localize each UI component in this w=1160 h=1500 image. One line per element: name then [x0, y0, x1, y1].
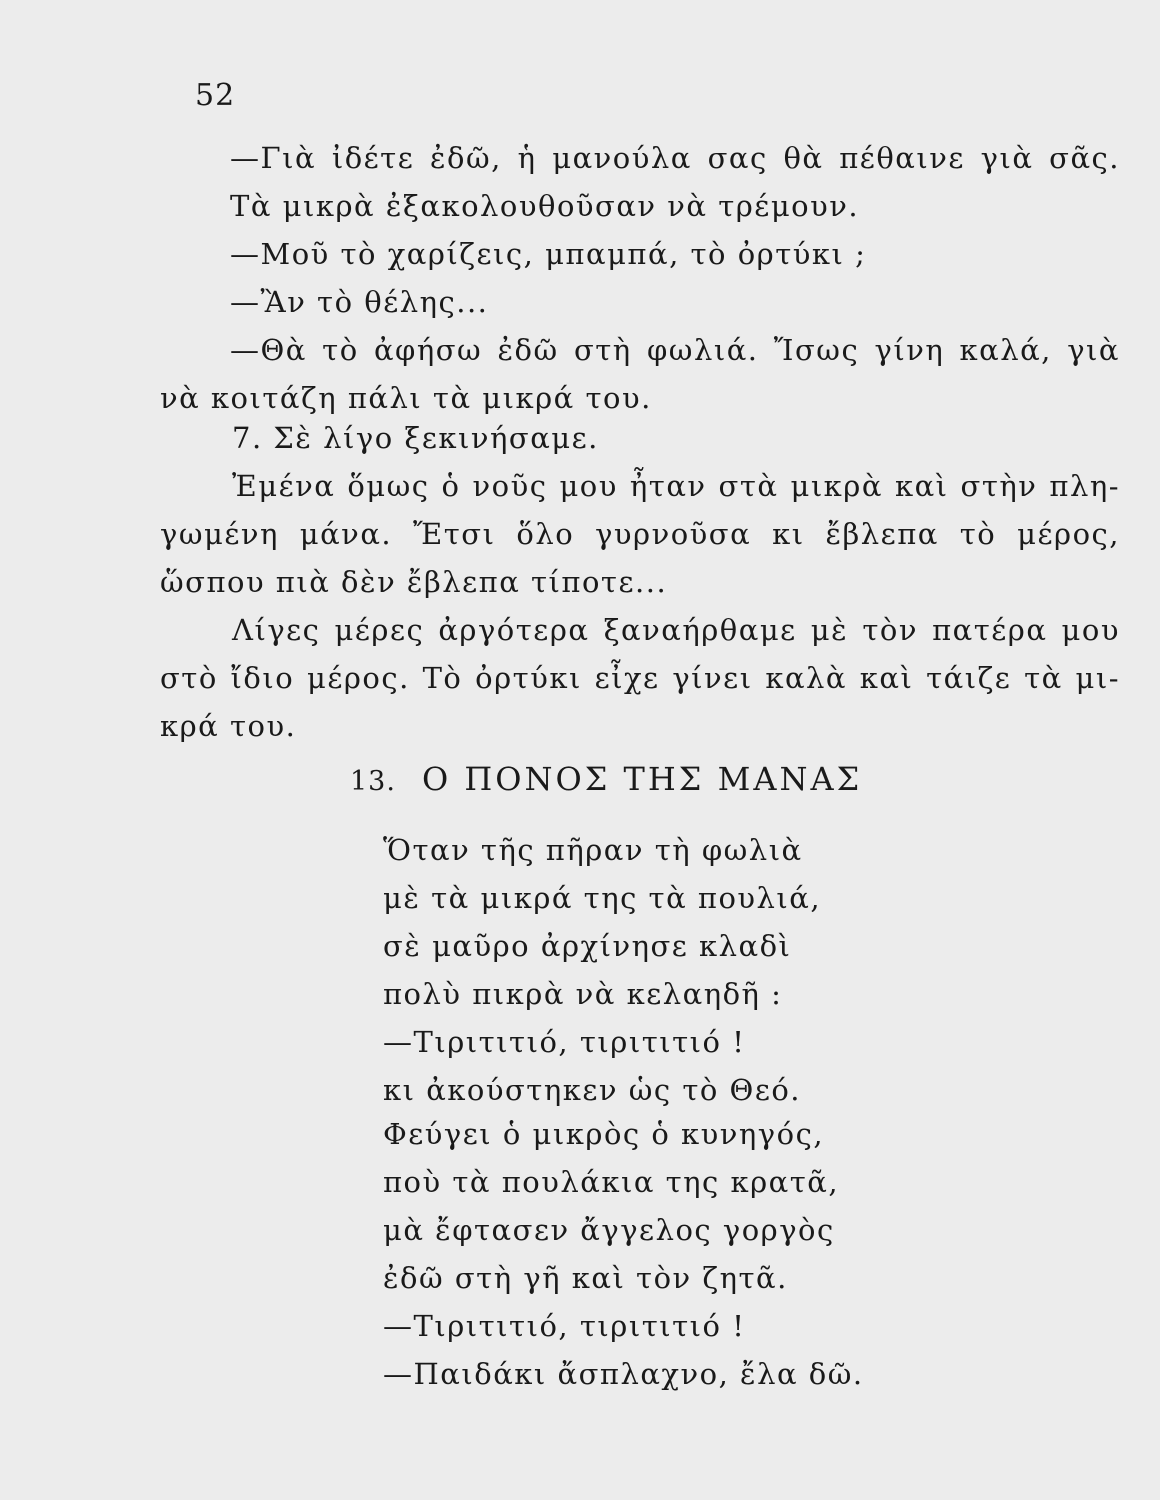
- prose-line: γωμένη μάνα. Ἔτσι ὅλο γυρνοῦσα κι ἔβλεπα τὸ μέρος,: [160, 517, 1120, 551]
- prose-line: Λίγες μέρες ἀργότερα ξαναήρθαμε μὲ τὸν πατέρα μου: [232, 613, 1120, 647]
- chapter-title: Ο ΠΟΝΟΣ ΤΗΣ ΜΑΝΑΣ: [421, 760, 863, 798]
- prose-line: κρά του.: [160, 709, 297, 743]
- prose-line: νὰ κοιτάζη πάλι τὰ μικρά του.: [160, 381, 652, 415]
- poem-line: σὲ μαῦρο ἀρχίνησε κλαδὶ: [383, 929, 792, 963]
- poem-stanza-1: [383, 826, 821, 1114]
- poem-line: πολὺ πικρὰ νὰ κελαηδῆ :: [383, 977, 783, 1011]
- prose-block-1: [160, 134, 1120, 422]
- prose-block-2: [160, 414, 1120, 750]
- prose-line: —Ἂν τὸ θέλης...: [230, 285, 489, 319]
- poem-line: —Τιριτιτιό, τιριτιτιό !: [383, 1025, 746, 1059]
- prose-line: στὸ ἴδιο μέρος. Τὸ ὀρτύκι εἶχε γίνει καλὰ καὶ τάιζε τὰ μι-: [160, 661, 1120, 695]
- poem-line: Φεύγει ὁ μικρὸς ὁ κυνηγός,: [383, 1117, 825, 1151]
- poem-line: ἐδῶ στὴ γῆ καὶ τὸν ζητᾶ.: [383, 1261, 788, 1295]
- prose-line: —Μοῦ τὸ χαρίζεις, μπαμπά, τὸ ὀρτύκι ;: [230, 237, 867, 271]
- poem-line: μὲ τὰ μικρά της τὰ πουλιά,: [383, 881, 822, 915]
- poem-line: —Τιριτιτιό, τιριτιτιό !: [383, 1309, 746, 1343]
- chapter-heading: [350, 760, 862, 798]
- prose-line: Τὰ μικρὰ ἐξακολουθοῦσαν νὰ τρέμουν.: [230, 189, 860, 223]
- poem-line: ποὺ τὰ πουλάκια της κρατᾶ,: [383, 1165, 840, 1199]
- poem-line: μὰ ἔφτασεν ἄγγελος γοργὸς: [383, 1213, 835, 1247]
- poem-line: Ὅταν τῆς πῆραν τὴ φωλιὰ: [383, 833, 803, 867]
- poem-line: κι ἀκούστηκεν ὡς τὸ Θεό.: [383, 1073, 802, 1107]
- prose-line: 7. Σὲ λίγο ξεκινήσαμε.: [232, 421, 599, 455]
- chapter-number: 13.: [350, 766, 396, 797]
- poem-line: —Παιδάκι ἄσπλαχνο, ἔλα δῶ.: [383, 1357, 864, 1391]
- page-number: 52: [195, 78, 236, 113]
- prose-line: Ἐμένα ὅμως ὁ νοῦς μου ἦταν στὰ μικρὰ καὶ στὴν πλη-: [232, 469, 1120, 503]
- prose-line: ὥσπου πιὰ δὲν ἔβλεπα τίποτε...: [160, 565, 668, 599]
- poem-stanza-2: [383, 1110, 864, 1398]
- prose-line: —Γιὰ ἰδέτε ἐδῶ, ἡ μανούλα σας θὰ πέθαινε γιὰ σᾶς.: [230, 141, 1120, 175]
- prose-line: —Θὰ τὸ ἀφήσω ἐδῶ στὴ φωλιά. Ἴσως γίνη καλά, γιὰ: [230, 333, 1120, 367]
